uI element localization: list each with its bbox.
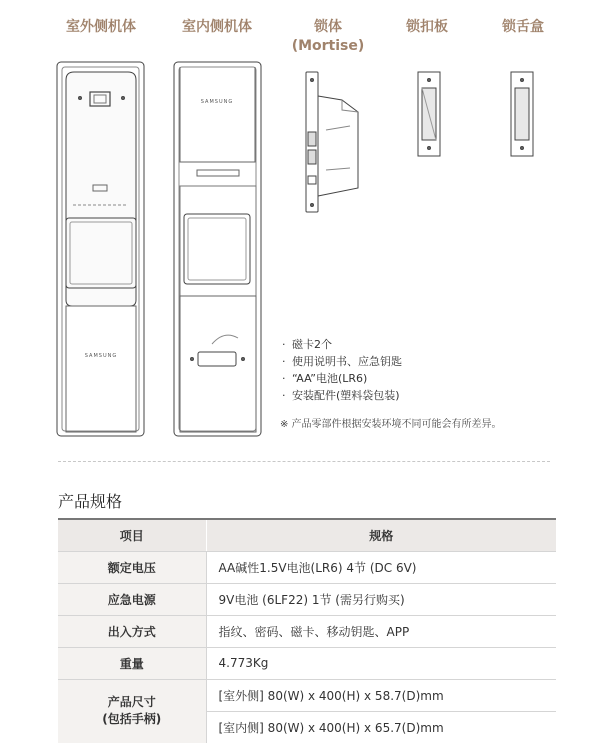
outdoor-body-drawing bbox=[57, 62, 144, 436]
label-strike-plate: 锁扣板 bbox=[406, 19, 448, 35]
accessory-item: · 安装配件(塑料袋包装) bbox=[280, 387, 402, 404]
spec-label-access: 出入方式 bbox=[58, 615, 206, 647]
section-divider bbox=[58, 461, 550, 462]
label-outdoor-body: 室外侧机体 bbox=[66, 19, 136, 35]
label-latch-box: 锁舌盒 bbox=[502, 19, 544, 35]
spec-value-voltage: AA碱性1.5V电池(LR6) 4节 (DC 6V) bbox=[206, 551, 556, 583]
spec-label-emergency: 应急电源 bbox=[58, 583, 206, 615]
accessory-item: · 使用说明书、应急钥匙 bbox=[280, 353, 402, 370]
spec-value-size-outdoor: [室外侧] 80(W) x 400(H) x 58.7(D)mm bbox=[206, 679, 556, 711]
spec-label-weight: 重量 bbox=[58, 647, 206, 679]
table-row bbox=[58, 647, 556, 679]
spec-header-item: 项目 bbox=[58, 519, 206, 551]
spec-label-size-sub: (包括手柄) bbox=[102, 712, 162, 726]
outdoor-brand-logo: SAMSUNG bbox=[84, 353, 118, 359]
spec-label-size bbox=[58, 679, 206, 743]
label-mortise-en: (Mortise) bbox=[291, 38, 365, 54]
label-mortise-cn: 锁体 bbox=[314, 19, 342, 35]
spec-section-title: 产品规格 bbox=[58, 492, 123, 511]
latch-box-drawing bbox=[511, 72, 533, 156]
spec-value-size-indoor: [室内侧] 80(W) x 400(H) x 65.7(D)mm bbox=[206, 711, 556, 743]
accessory-item: · “AA”电池(LR6) bbox=[280, 370, 402, 387]
spec-header-row bbox=[58, 519, 556, 551]
table-row bbox=[58, 551, 556, 583]
accessory-item: · 磁卡2个 bbox=[280, 336, 402, 353]
table-row bbox=[58, 679, 556, 711]
accessories-list bbox=[280, 336, 402, 404]
label-indoor-body: 室内侧机体 bbox=[182, 19, 252, 35]
indoor-brand-logo: SAMSUNG bbox=[200, 99, 234, 105]
spec-header-value: 规格 bbox=[206, 519, 556, 551]
parts-note: ※ 产品零部件根据安装环境不同可能会有所差异。 bbox=[280, 419, 502, 430]
spec-value-access: 指纹、密码、磁卡、移动钥匙、APP bbox=[206, 615, 556, 647]
spec-table bbox=[58, 518, 556, 743]
strike-plate-drawing bbox=[418, 72, 440, 156]
indoor-body-drawing bbox=[174, 62, 261, 436]
spec-value-emergency: 9V电池 (6LF22) 1节 (需另行购买) bbox=[206, 583, 556, 615]
spec-label-size-main: 产品尺寸 bbox=[107, 695, 156, 709]
table-row bbox=[58, 583, 556, 615]
spec-value-weight: 4.773Kg bbox=[206, 647, 556, 679]
spec-label-voltage: 额定电压 bbox=[58, 551, 206, 583]
table-row bbox=[58, 615, 556, 647]
mortise-drawing bbox=[306, 72, 358, 212]
